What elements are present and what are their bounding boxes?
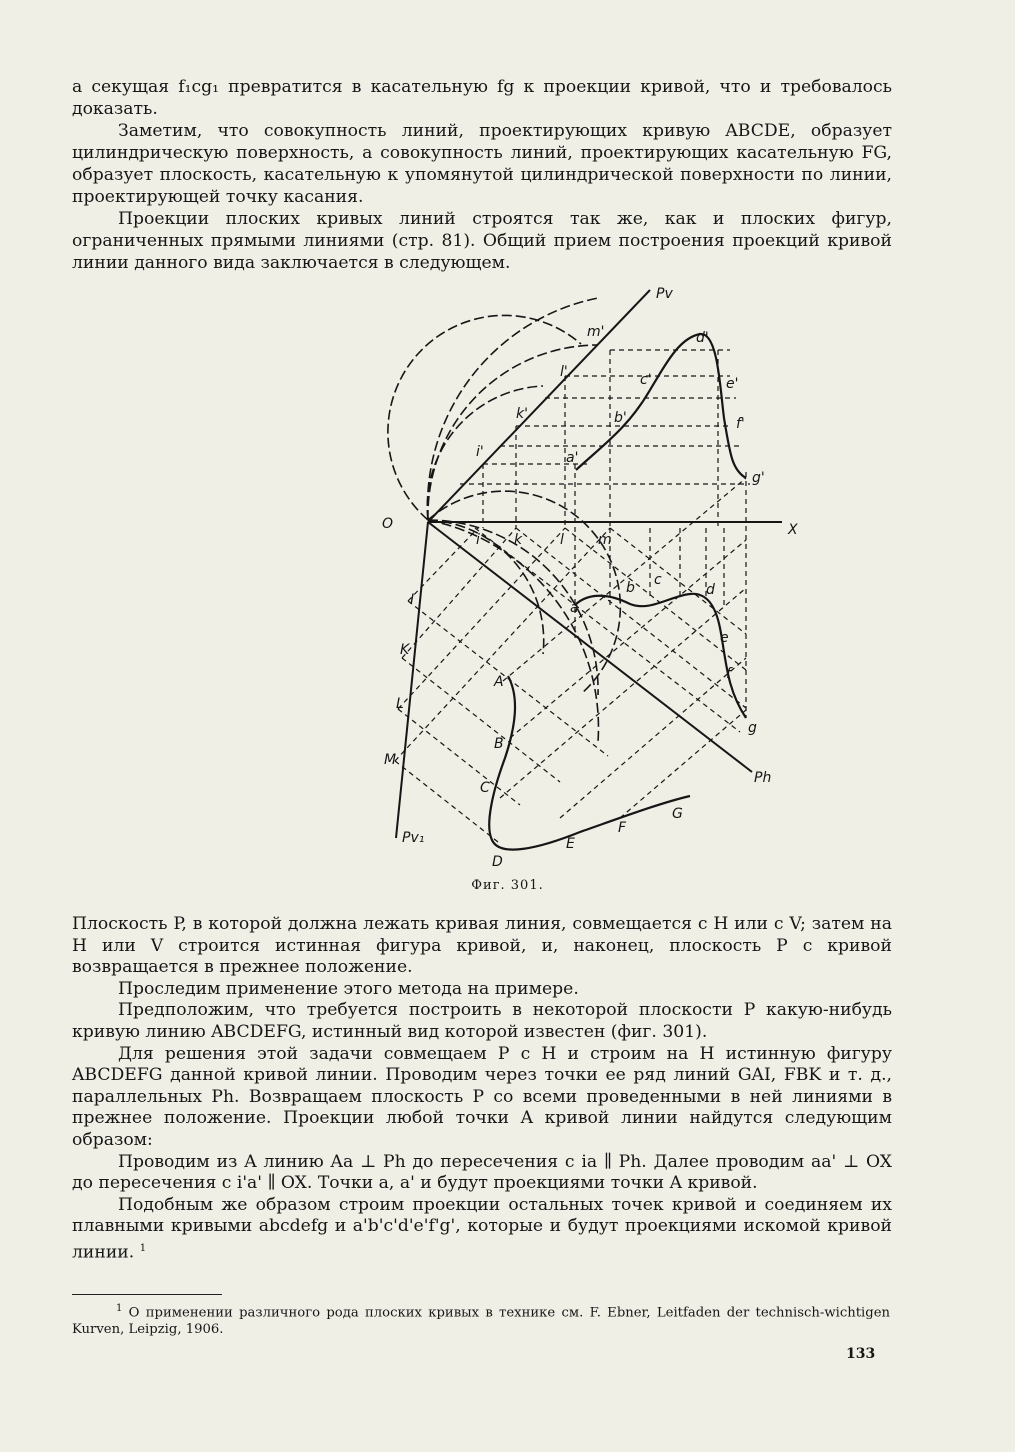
label-i-prime: i': [476, 444, 484, 460]
label-big-f: F: [618, 820, 627, 836]
trace-pv: [428, 290, 650, 522]
label-m-prime: m': [587, 324, 605, 340]
label-big-k: K: [400, 642, 410, 658]
label-o: O: [382, 516, 394, 532]
label-big-g: G: [672, 806, 683, 822]
label-c-prime: c': [640, 372, 652, 388]
label-big-m: M: [384, 752, 397, 768]
label-ph: Ph: [754, 770, 772, 786]
footnote: [72, 1300, 890, 1338]
label-e-prime: e': [726, 376, 739, 392]
label-a: a: [570, 600, 579, 616]
trace-pv1: [396, 522, 428, 838]
paragraph: Плоскость P, в которой должна лежать кривая линия, совмещается с H или с V; затем на H или V строится истинная фигура кривой, и, наконец, плоскость P с кривой возвращается в прежнее положение.: [72, 914, 892, 978]
label-pv: Pv: [656, 286, 673, 302]
arc-4: [428, 298, 598, 520]
label-f: f: [726, 666, 731, 682]
page-number: 133: [846, 1346, 876, 1362]
label-g-prime: g': [752, 470, 765, 486]
paragraph: [72, 1195, 892, 1265]
label-big-i: I: [410, 592, 415, 608]
label-m: m: [598, 532, 612, 548]
footnote-text: О применении различного рода плоских кривых в технике см. F. Ebner, Leitfaden der technisch-wichtigen Kurven, Leipzig, 1906.: [72, 1305, 890, 1338]
label-k-prime: k': [516, 406, 528, 422]
paragraph: Проекции плоских кривых линий строятся так же, как и плоских фигур, ограниченных прямыми линиями (стр. 81). Общий прием построения проекций кривой линии данного вида заключается в следующем.: [72, 209, 892, 273]
label-big-c: C: [480, 780, 490, 796]
label-i: i: [476, 532, 480, 548]
paragraph: Проводим из A линию Aa ⊥ Ph до пересечения с ia ∥ Ph. Далее проводим aa' ⊥ OX до пересечения с i'a' ∥ OX. Точки a, a' и будут проекциями точки A кривой.: [72, 1151, 892, 1194]
footnote-divider: [72, 1294, 222, 1295]
label-l: l: [560, 532, 564, 548]
label-k: k: [514, 532, 523, 548]
body-text-top: [72, 76, 892, 274]
arc-1: [388, 315, 581, 520]
label-d-prime: d': [696, 330, 709, 346]
label-big-e: E: [566, 836, 575, 852]
paragraph: Заметим, что совокупность линий, проектирующих кривую ABCDE, образует цилиндрическую поверхность, а совокупность линий, проектирующих касательную FG, образует плоскость, касательную к упомянутой цилиндрической поверхности по линии, проектирующей точку касания.: [72, 121, 892, 207]
footnote-mark: 1: [116, 1303, 123, 1314]
label-d: d: [706, 582, 715, 598]
label-big-a: A: [494, 674, 504, 690]
projection-diagram: [140, 278, 820, 884]
curve-vertical-projection: [576, 334, 746, 478]
trace-ph: [428, 522, 752, 772]
label-pv1: Pv₁: [402, 830, 425, 846]
body-text-bottom: [72, 914, 892, 1264]
label-f-prime: f': [736, 416, 745, 432]
label-l-prime: l': [560, 364, 568, 380]
paragraph: Проследим применение этого метода на примере.: [118, 978, 579, 999]
label-a-prime: a': [566, 450, 579, 466]
label-c: c: [654, 572, 662, 588]
label-e: e: [720, 630, 729, 646]
figure-caption: Фиг. 301.: [471, 878, 544, 893]
label-b: b: [626, 580, 635, 596]
paragraph: а секущая f₁cg₁ превратится в касательную fg к проекции кривой, что и требовалось доказать.: [72, 77, 892, 119]
footnote-reference: 1: [139, 1242, 147, 1254]
label-b-prime: b': [614, 410, 627, 426]
figure-301: [140, 278, 820, 884]
label-g: g: [748, 720, 757, 736]
label-big-d: D: [492, 854, 503, 870]
label-big-b: B: [494, 736, 504, 752]
label-big-l: L: [396, 696, 404, 712]
label-x: X: [788, 522, 798, 538]
paragraph-text: Подобным же образом строим проекции остальных точек кривой и соединяем их плавными кривыми abcdefg и a'b'c'd'e'f'g', которые и будут проекциями искомой кривой линии.: [72, 1194, 892, 1263]
paragraph: Предположим, что требуется построить в некоторой плоскости P какую-нибудь кривую линию ABCDEFG, истинный вид которой известен (фиг. 301).: [72, 1000, 892, 1042]
paragraph: Для решения этой задачи совмещаем P с H и строим на H истинную фигуру ABCDEFG данной кривой линии. Проводим через точки ее ряд линий GAI, FBK и т. д., параллельных Ph. Возвращаем плоскость P со всеми проведенными в ней линиями в прежнее положение. Проекции любой точки A кривой линии найдутся следующим образом:: [72, 1043, 892, 1150]
